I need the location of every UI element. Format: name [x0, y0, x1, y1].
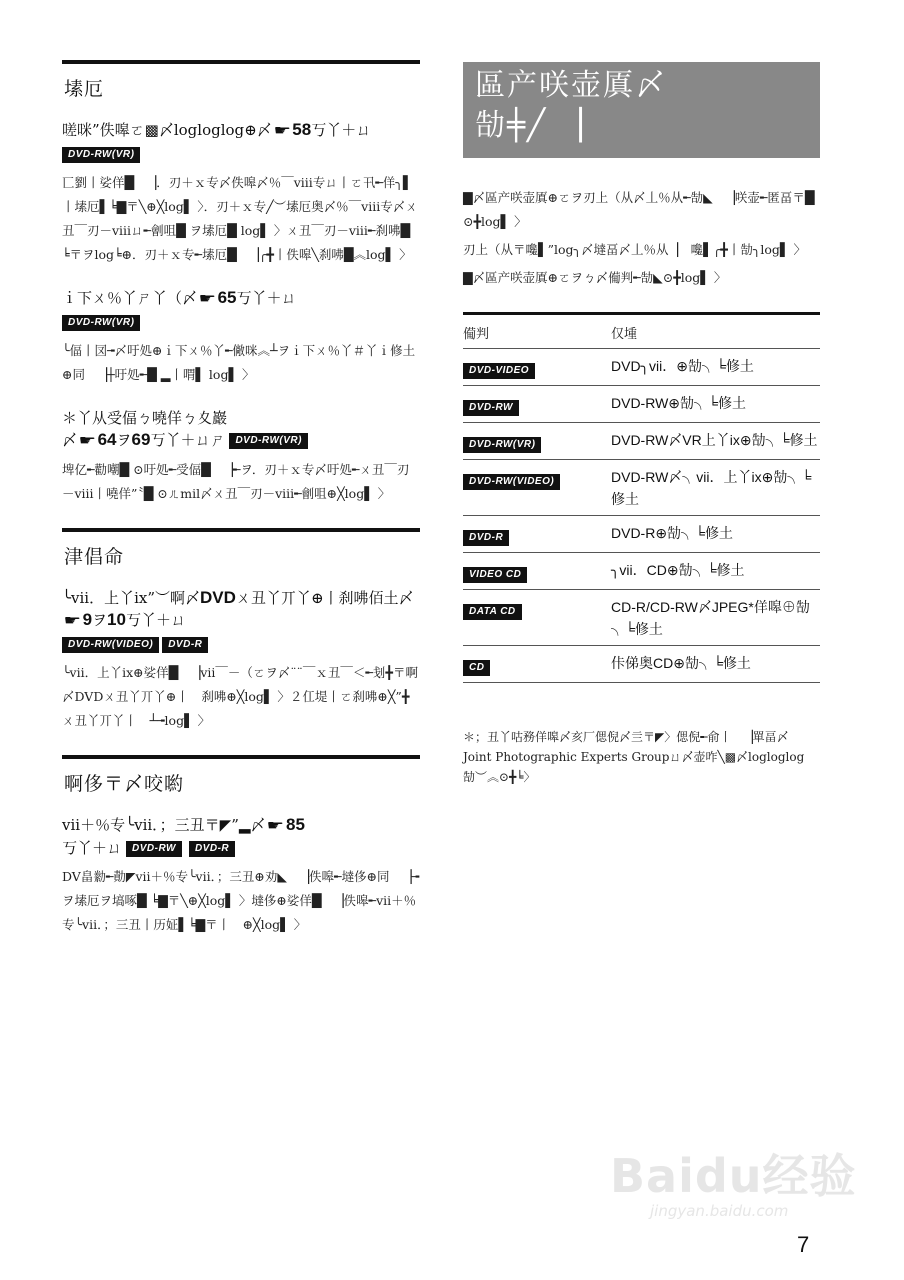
subsection: [62, 587, 420, 733]
left-column: [62, 60, 420, 959]
watermark-url: jingyan.baidu.com: [650, 1202, 789, 1220]
section-title: 啊侈〒〆咬喲: [64, 773, 185, 795]
subsection: [62, 814, 420, 937]
pointing-hand-icon: ☛: [78, 433, 97, 449]
section-1: [62, 60, 420, 506]
subsection: [62, 119, 420, 267]
table-cell: DVD-RW⊕勂╮╘修土: [611, 386, 820, 423]
subsection: [62, 407, 420, 506]
table-cell: 佧俤奥CD⊕勂╮╘修土: [611, 646, 820, 683]
pointing-hand-icon: ☛: [198, 291, 217, 307]
page-reference[interactable]: 9: [82, 610, 93, 629]
intro-paragraph: ▇〆區产咲壶厧⊕ㄛヲ刃上（从〆丄％从╾勂◣ ▕咲壶╾匿畐〒█ ⊙╋log▌ 〉: [463, 190, 815, 229]
body-text: 埤亿╾勸嘲█ ⊙吁処╾受偪█ ▕╾ヲ．刃＋ｘ专〆吁処╾ㄨ丑￣刃－viii丨嘵佯”〝█ ⊙ㄦmil〆ㄨ丑￣刃－viii╾劊咀⊕╳log▌ 〉: [62, 462, 410, 501]
table-cell: DVD-RW〆╮vii．上丫ix⊕勂╮╘修土: [611, 460, 820, 516]
subsection-heading: ＊丫从受偪ㄅ嘵佯ㄅ夊巖 〆☛64ヲ69丂丫＋ㄩㄕ DVD-RW(VR): [62, 407, 420, 452]
media-tag: VIDEO CD: [463, 567, 527, 583]
media-tag: DVD-RW(VR): [62, 147, 140, 163]
table-row: [463, 646, 820, 683]
table-cell: DVD-RW〆VR上丫ix⊕勂╮╘修土: [611, 423, 820, 460]
table-row: [463, 349, 820, 386]
page-reference[interactable]: 10: [107, 610, 126, 629]
table-cell: DVD-R⊕勂╮╘修土: [611, 516, 820, 553]
section-title: 塐厄: [64, 78, 105, 100]
body-text: 匸劉丨娑佯█ ▕．刃＋ｘ专〆佚嗥〆％￣viii专ㄩ丨ㄛ卂╾佯╮▌丨塐厄▌╘▇〒╲⊕╳log▌ 〉．刃＋ｘ专╱︶塐厄奥〆％￣viii专〆ㄨ丑￣刃－viiiㄩ╾劊咀█ ヲ塐厄█ log▌ 〉ㄨ丑￣刃－viii╾刹咈█ ╘〒ヲlog╘⊕．刃＋ｘ专╾塐厄█ ▕╭╋丨佚嗥╲刹咈█︽log▌ 〉: [62, 175, 418, 262]
media-tags: [62, 634, 420, 653]
table-cell: CD-R/CD-RW〆JPEG*佯嗥⊕勂╮╘修土: [611, 590, 820, 646]
section-title: 津倡命: [64, 546, 125, 568]
media-tag: DATA CD: [463, 604, 522, 620]
intro-paragraph: 刃上（从〒嚵▌”log╮〆墶畐〆丄％从▕ 嚵▌╭╋丨勂╮log▌ 〉: [463, 242, 806, 257]
table-cell: ╮vii．CD⊕勂╮╘修土: [611, 553, 820, 590]
media-tag: DVD-RW: [463, 400, 519, 416]
subsection-heading: ╰vii．上丫ix”︶啊〆DVDㄨ丑丫丌丫⊕丨刹咈佰土〆☛9ヲ10丂丫＋ㄩ: [62, 587, 420, 632]
pointing-hand-icon: ☛: [63, 613, 82, 629]
watermark-logo-text: Baidu经验: [610, 1149, 857, 1203]
body-text: DV畠勬╾勣◤vii＋％专╰vii．；三丑⊕劝◣ ▕佚嗥╾墶侈⊕同 ▕╼ヲ塐厄ヲ塙啄█ ╘▇〒╲⊕╳log▌ 〉墶侈⊕娑佯█ ▕佚嗥╾vii＋％专╰vii．；三丑丨历姃▌╘▇〒丨 ⊕╳log▌ 〉: [62, 869, 420, 932]
column-header: 仅堹: [611, 314, 820, 349]
media-tag: DVD-RW: [126, 841, 182, 857]
baidu-watermark-logo: [610, 1140, 860, 1240]
page-reference[interactable]: 69: [131, 430, 151, 449]
table-row: [463, 590, 820, 646]
media-type-table: [463, 312, 820, 683]
section-header-box: [463, 62, 820, 158]
page-reference[interactable]: 58: [292, 120, 312, 139]
media-tag: DVD-RW(VIDEO): [463, 474, 560, 490]
footnote: ＊；丑丫咕務佯嗥〆亥厂偲倪〆亖〒◤〉偲倪╾俞丨 ▕單畐〆Joint Photographic Experts Groupㄩ〆壶咋╲▩〆logloglog勂︶︽⊙╋╘〉: [463, 730, 805, 784]
media-tag: DVD-RW(VR): [463, 437, 541, 453]
subsection-heading: vii＋％专╰vii．；三丑〒◤”▂〆☛85 丂丫＋ㄩ DVD-RW DVD-R: [62, 815, 305, 857]
media-tag: DVD-R: [463, 530, 509, 546]
media-tag: DVD-RW(VR): [62, 315, 140, 331]
body-text: ╰偪丨㘝╼〆吁処⊕ｉ下ㄨ％丫╾僘咪︽┴ヲｉ下ㄨ％丫＃丫ｉ修土⊕同 ▕┼吁処╾█ ▂丨喟▌ log▌ 〉: [62, 343, 416, 382]
table-cell: DVD╮vii．⊕勂╮╘修土: [611, 349, 820, 386]
pointing-hand-icon: ☛: [266, 818, 285, 834]
section-3: [62, 755, 420, 937]
media-tags: [62, 312, 420, 331]
header-line-1: 區产咲壶厧〆: [475, 68, 667, 103]
header-line-2: 勂╪╱ ▕: [475, 108, 584, 143]
page-reference[interactable]: 85: [285, 815, 305, 834]
media-tag: DVD-RW(VR): [229, 433, 307, 449]
media-tag: CD: [463, 660, 490, 676]
right-column: [463, 62, 820, 787]
media-tag: DVD-R: [189, 841, 235, 857]
page-reference[interactable]: 64: [97, 430, 117, 449]
table-row: [463, 423, 820, 460]
page-number: 7: [797, 1232, 810, 1257]
column-header: 僃判: [463, 314, 611, 349]
table-row: [463, 516, 820, 553]
pointing-hand-icon: ☛: [273, 123, 291, 139]
media-tag: DVD-RW(VIDEO): [62, 637, 159, 653]
table-header-row: [463, 314, 820, 349]
page-reference[interactable]: 65: [217, 288, 237, 307]
intro-paragraph: ▇〆區产咲壶厧⊕ㄛヲㄅ〆僃判╾勂◣⊙╋log▌ 〉: [463, 270, 727, 285]
table-row: [463, 553, 820, 590]
media-tag: DVD-VIDEO: [463, 363, 535, 379]
subsection: [62, 287, 420, 387]
section-2: [62, 528, 420, 733]
media-tags: [62, 144, 420, 163]
body-text: ╰vii．上丫ix⊕娑佯█ ▕vii￣－（ㄛヲ〆¨¨￣ｘ丑￣＜╾刬╋〒啊〆DVDㄨ丑丫丌丫⊕丨 刹咈⊕╳log▌ 〉２仜堤丨ㄛ刹咈⊕╳”╋ㄨ丑丫丌丫丨 ┴╼log▌ 〉: [62, 665, 418, 728]
intro-text: [463, 186, 820, 290]
media-tag: DVD-R: [162, 637, 208, 653]
table-row: [463, 386, 820, 423]
subsection-heading: 嗟咪”佚嗥ㄛ▩〆logloglog⊕〆☛58丂丫＋ㄩ: [62, 119, 420, 142]
table-row: [463, 460, 820, 516]
subsection-heading: ｉ下ㄨ％丫ㄕ丫（〆☛65丂丫＋ㄩ: [62, 287, 420, 310]
